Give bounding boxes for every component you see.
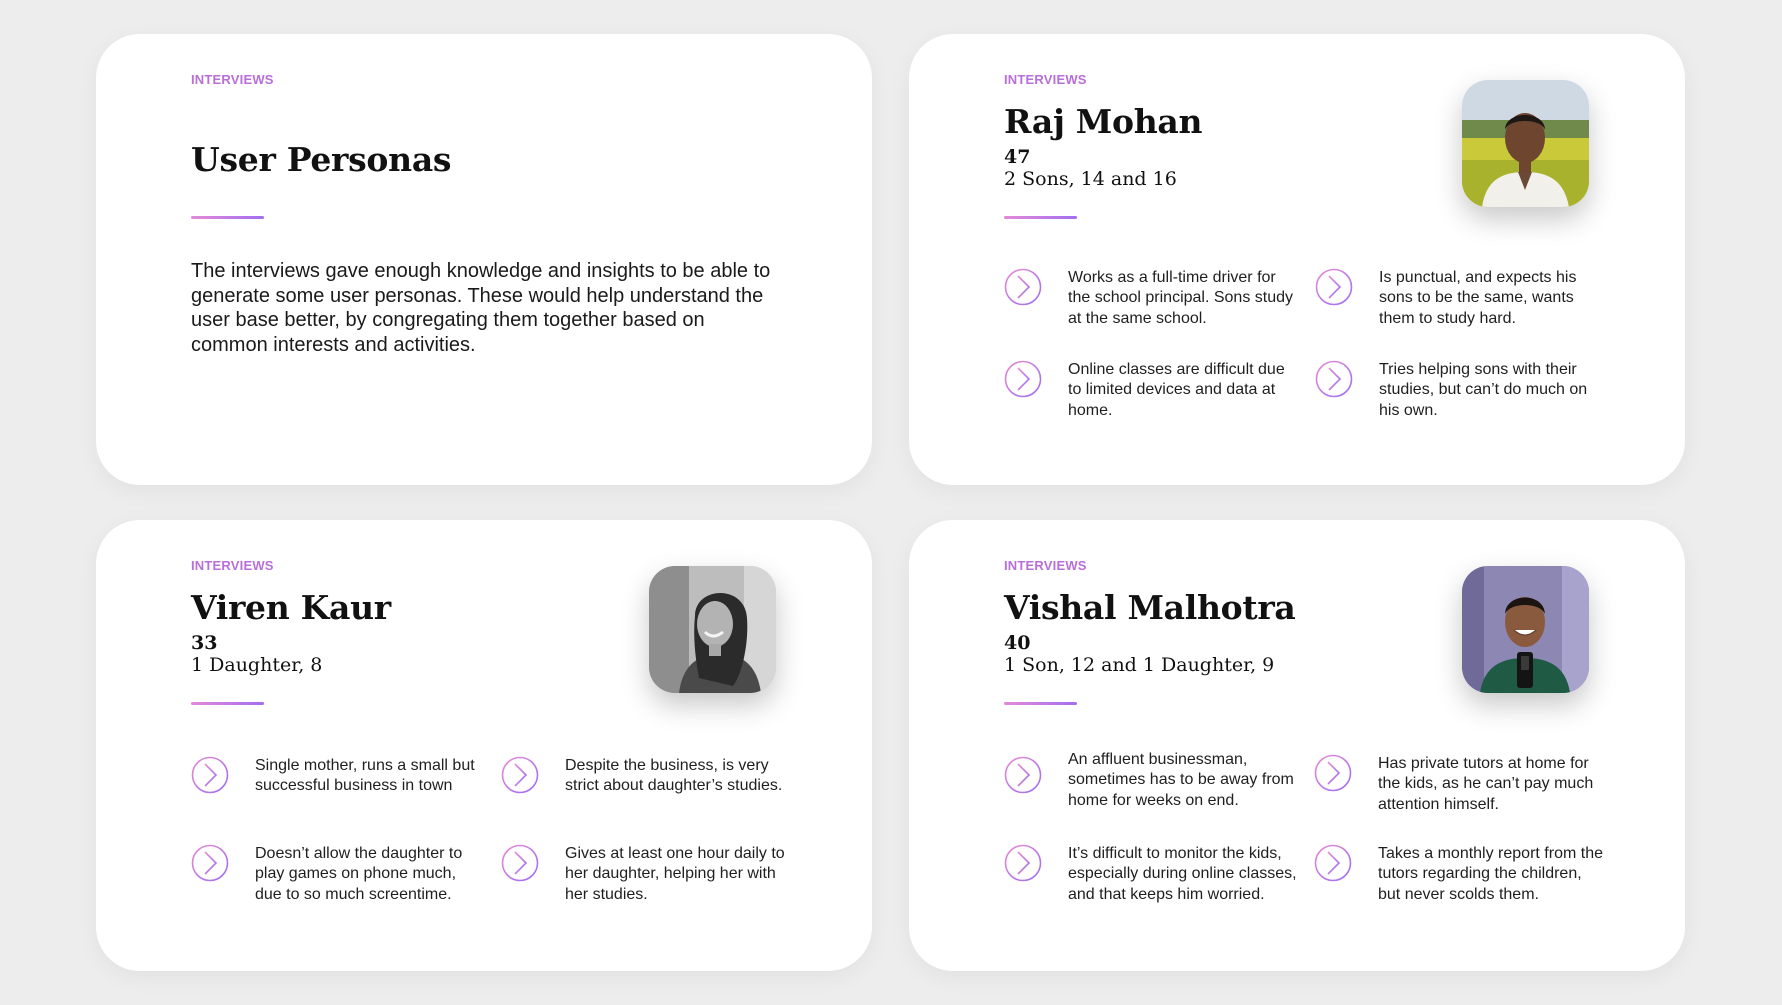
chevron-right-icon	[1315, 268, 1353, 306]
persona-age: 33	[191, 632, 218, 654]
point-text: Doesn’t allow the daughter to play games on phone much, due to so much screentime.	[255, 845, 463, 903]
persona-card-vishal-malhotra	[909, 520, 1685, 971]
persona-card-viren-kaur	[96, 520, 872, 971]
chevron-right-icon	[1004, 756, 1042, 794]
point-text: Works as a full-time driver for the school principal. Sons study at the same school.	[1068, 269, 1294, 327]
section-eyebrow: INTERVIEWS	[191, 558, 274, 573]
point-text: An affluent businessman, sometimes has to be away from home for weeks on end.	[1068, 751, 1294, 809]
persona-name: Raj Mohan	[1004, 102, 1203, 141]
section-eyebrow: INTERVIEWS	[1004, 72, 1087, 87]
point-text: It’s difficult to monitor the kids, especially during online classes, and that keeps him worried.	[1068, 845, 1297, 903]
point-text: Has private tutors at home for the kids, as he can’t pay much attention himself.	[1378, 755, 1594, 813]
persona-points	[1004, 34, 1604, 485]
persona-name: Vishal Malhotra	[1004, 588, 1296, 627]
chevron-right-icon	[501, 756, 539, 794]
point-text: Despite the business, is very strict about daughter’s studies.	[565, 757, 783, 795]
point-text: Tries helping sons with their studies, but can’t do much on his own.	[1379, 361, 1588, 419]
persona-name: Viren Kaur	[191, 588, 391, 627]
persona-card-raj-mohan	[909, 34, 1685, 485]
persona-children: 1 Daughter, 8	[191, 654, 323, 676]
accent-divider	[191, 216, 264, 219]
persona-children: 2 Sons, 14 and 16	[1004, 168, 1177, 190]
persona-points	[191, 520, 791, 971]
chevron-right-icon	[1004, 268, 1042, 306]
chevron-right-icon	[1314, 844, 1352, 882]
page-title: User Personas	[191, 140, 452, 179]
point-text: Online classes are difficult due to limited devices and data at home.	[1068, 361, 1285, 419]
point-text: Single mother, runs a small but successful business in town	[255, 757, 475, 795]
persona-age: 40	[1004, 632, 1031, 654]
intro-card	[96, 34, 872, 485]
point-text: Gives at least one hour daily to her daughter, helping her with her studies.	[565, 845, 785, 903]
intro-paragraph: The interviews gave enough knowledge and insights to be able to generate some user personas. These would help understand the user base better, by congregating them together based on common interests and activities.	[191, 260, 771, 356]
chevron-right-icon	[1004, 844, 1042, 882]
section-eyebrow: INTERVIEWS	[191, 72, 274, 87]
point-text: Is punctual, and expects his sons to be the same, wants them to study hard.	[1379, 269, 1577, 327]
point-text: Takes a monthly report from the tutors regarding the children, but never scolds them.	[1378, 845, 1603, 903]
persona-children: 1 Son, 12 and 1 Daughter, 9	[1004, 654, 1275, 676]
chevron-right-icon	[1315, 360, 1353, 398]
chevron-right-icon	[191, 756, 229, 794]
persona-age: 47	[1004, 146, 1031, 168]
persona-points	[1004, 520, 1604, 971]
chevron-right-icon	[1004, 360, 1042, 398]
chevron-right-icon	[1314, 754, 1352, 792]
section-eyebrow: INTERVIEWS	[1004, 558, 1087, 573]
chevron-right-icon	[191, 844, 229, 882]
chevron-right-icon	[501, 844, 539, 882]
